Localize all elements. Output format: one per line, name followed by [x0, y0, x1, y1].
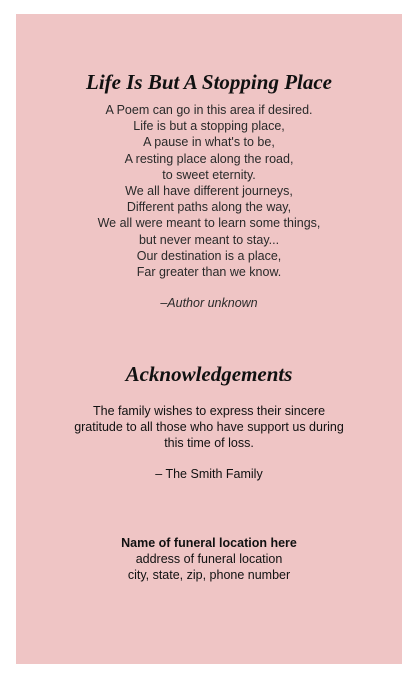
poem-line: Our destination is a place, — [136, 248, 282, 263]
poem-line: but never meant to stay... — [138, 232, 280, 247]
location-address: address of funeral location — [135, 552, 283, 566]
poem-author: –Author unknown — [160, 296, 258, 310]
poem-line: We all have different journeys, — [125, 184, 293, 199]
location-name: Name of funeral location here — [121, 536, 297, 550]
acknowledgements-line: The family wishes to express their sincere — [92, 404, 326, 418]
poem-line: A pause in what's to be, — [143, 135, 275, 150]
acknowledgements-body — [16, 403, 402, 451]
poem-line: A resting place along the road, — [124, 151, 294, 166]
poem-line: Far greater than we know. — [136, 265, 282, 280]
location-city-line: city, state, zip, phone number — [127, 568, 291, 582]
poem-line: to sweet eternity. — [162, 167, 256, 182]
acknowledgements-title: Acknowledgements — [125, 362, 293, 386]
program-card — [16, 14, 402, 664]
acknowledgements-line: this time of loss. — [164, 436, 254, 450]
poem-body — [16, 102, 402, 280]
poem-line: Life is but a stopping place, — [133, 119, 285, 134]
funeral-location — [16, 535, 402, 583]
poem-line: A Poem can go in this area if desired. — [105, 103, 313, 117]
acknowledgements-line: gratitude to all those who have support us during — [74, 420, 344, 434]
acknowledgements-signature: – The Smith Family — [155, 467, 263, 481]
poem-title: Life Is But A Stopping Place — [86, 70, 332, 94]
poem-line: Different paths along the way, — [126, 200, 292, 215]
poem-line: We all were meant to learn some things, — [97, 216, 321, 231]
